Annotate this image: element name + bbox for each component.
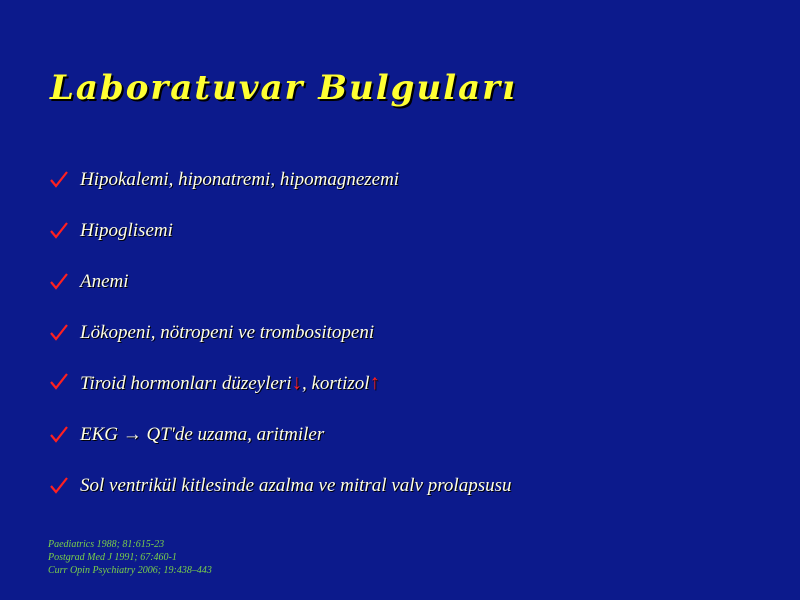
checkmark-icon xyxy=(48,371,70,393)
bullet-item xyxy=(48,217,173,245)
checkmark-icon xyxy=(48,475,70,497)
ekg-text: EKG xyxy=(80,424,118,445)
thyroid-text: Tiroid hormonları düzeyleri xyxy=(80,372,292,394)
arrow-right-icon: → xyxy=(122,424,142,445)
qt-text: QT'de uzama, aritmiler xyxy=(141,424,325,445)
references xyxy=(48,538,212,577)
checkmark-icon xyxy=(48,169,70,191)
reference-line: Paediatrics 1988; 81:615-23 xyxy=(48,539,165,550)
bullet-text: Anemi xyxy=(80,271,129,292)
bullet-item xyxy=(48,368,380,396)
bullet-text: Lökopeni, nötropeni ve trombositopeni xyxy=(80,322,375,343)
bullet-text xyxy=(80,424,324,446)
checkmark-icon xyxy=(48,424,70,446)
checkmark-icon xyxy=(48,322,70,344)
bullet-text: Hipoglisemi xyxy=(80,220,173,241)
reference-line: Curr Opin Psychiatry 2006; 19:438–443 xyxy=(48,565,212,576)
bullet-item xyxy=(48,166,399,194)
arrow-up-icon: ↑ xyxy=(369,369,381,394)
bullet-item xyxy=(48,319,374,347)
bullet-item xyxy=(48,268,129,296)
bullet-text: Hipokalemi, hiponatremi, hipomagnezemi xyxy=(80,169,400,190)
bullet-text xyxy=(80,370,380,395)
checkmark-icon xyxy=(48,271,70,293)
reference-line: Postgrad Med J 1991; 67:460-1 xyxy=(48,552,177,563)
bullet-item xyxy=(48,472,511,500)
bullet-text: Sol ventrikül kitlesinde azalma ve mitral valv prolapsusu xyxy=(80,475,512,496)
bullet-item xyxy=(48,421,324,449)
cortisol-text: , kortizol xyxy=(301,372,370,394)
arrow-down-icon: ↓ xyxy=(291,369,302,394)
checkmark-icon xyxy=(48,220,70,242)
slide-title: Laboratuvar Bulguları xyxy=(50,68,517,108)
